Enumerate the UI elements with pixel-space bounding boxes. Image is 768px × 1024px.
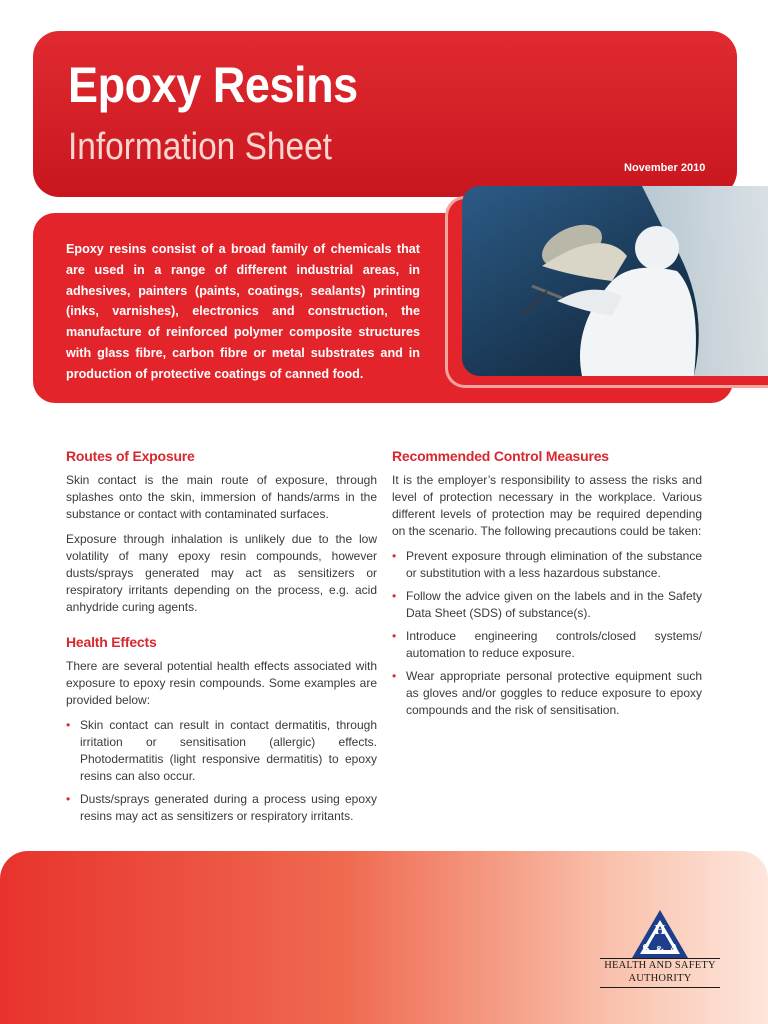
health-intro: There are several potential health effects associated with exposure to epoxy resin compounds. Some examples are provided below: <box>66 659 377 707</box>
list-item: • Follow the advice given on the labels and in the Safety Data Sheet (SDS) of substance(s). <box>392 589 702 620</box>
worker-spraying-photo <box>462 186 768 376</box>
bullet-icon: • <box>66 792 71 806</box>
logo-text-line1: HEALTH AND SAFETY <box>604 960 716 971</box>
list-item: • Dusts/sprays generated during a process using epoxy resins may act as sensitizers or respiratory irritants. <box>66 792 377 823</box>
bullet-icon: • <box>392 669 397 683</box>
logo-rule-top <box>600 958 720 959</box>
list-item: • Introduce engineering controls/closed systems/ automation to reduce exposure. <box>392 629 702 660</box>
bullet-icon: • <box>392 549 397 563</box>
bullet-icon: • <box>66 718 71 732</box>
left-column <box>66 448 377 831</box>
right-column <box>392 448 702 725</box>
document-title: Epoxy Resins <box>68 57 358 113</box>
health-heading: Health Effects <box>66 634 157 650</box>
list-item: • Skin contact can result in contact dermatitis, through irritation or sensitisation (allergic) effects. Photodermatitis (light responsive dermatitis) to epoxy resins can also occur. <box>66 718 377 783</box>
document-subtitle: Information Sheet <box>68 126 332 168</box>
routes-heading: Routes of Exposure <box>66 448 195 464</box>
controls-intro: It is the employer’s responsibility to assess the risks and level of protection necessary in the workplace. Various different levels of protection may be required depending on the scenario. The following precautions could be taken: <box>392 473 702 538</box>
controls-heading: Recommended Control Measures <box>392 448 609 464</box>
list-item: • Prevent exposure through elimination of the substance or substitution with a less hazardous substance. <box>392 549 702 580</box>
logo-letter-a: A <box>668 942 680 957</box>
routes-paragraph: Exposure through inhalation is unlikely due to the low volatility of many epoxy resin compounds, however dusts/sprays generated may act as sensitizers or respiratory irritants depending on the process, e.g. acid anhydride curing agents. <box>66 532 377 614</box>
logo-text-line2: AUTHORITY <box>628 973 692 984</box>
controls-bullet-list <box>392 548 702 719</box>
bullet-icon: • <box>392 589 397 603</box>
intro-paragraph: Epoxy resins consist of a broad family of chemicals that are used in a range of different industrial areas, in adhesives, painters (paints, coatings, sealants) printing (inks, varnishes), electronics and construction, the manufacture of reinforced polymer composite structures with glass fibre, carbon fibre or metal substrates and in production of protective coatings of canned food. <box>66 242 420 381</box>
list-item: • Wear appropriate personal protective equipment such as gloves and/or goggles to reduce exposure to epoxy compounds and the risk of sensitisation. <box>392 669 702 717</box>
logo-letter-h: H <box>654 923 666 938</box>
logo-ampersand: & <box>655 944 665 956</box>
bullet-icon: • <box>392 629 397 643</box>
logo-letter-s: S <box>642 942 650 957</box>
logo-rule-bottom <box>600 987 720 988</box>
routes-paragraph: Skin contact is the main route of exposure, through splashes onto the skin, immersion of hands/arms in the substance or contact with contaminated surfaces. <box>66 473 377 521</box>
publication-date: November 2010 <box>624 162 706 174</box>
health-bullet-list <box>66 717 377 825</box>
